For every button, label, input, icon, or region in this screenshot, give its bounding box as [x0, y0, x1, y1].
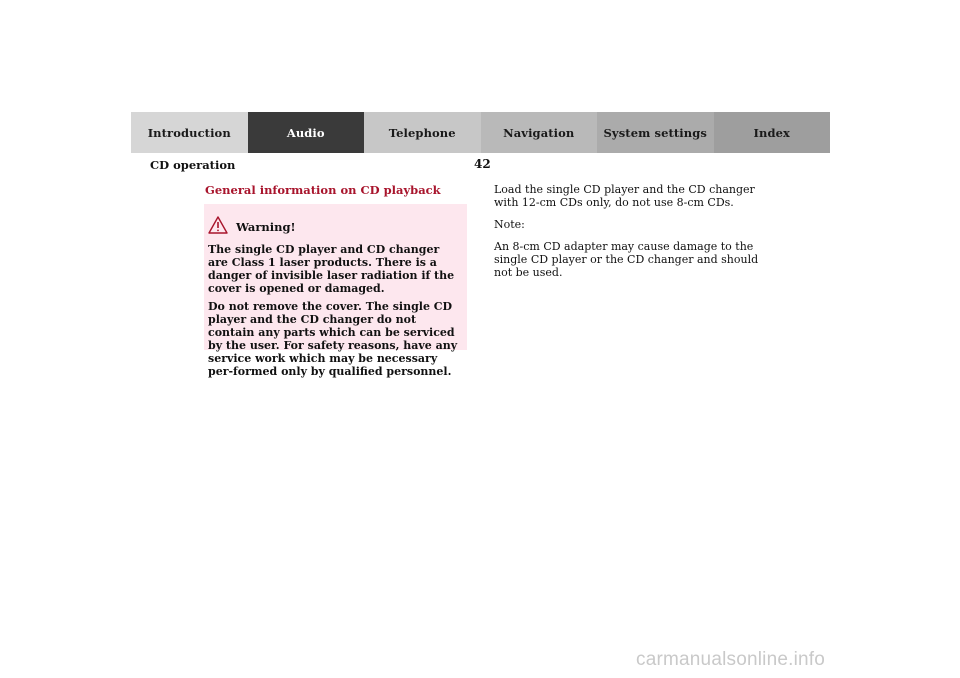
- warning-box: [204, 204, 467, 378]
- tab-audio[interactable]: [248, 112, 365, 153]
- tab-label: Audio: [286, 125, 325, 140]
- tab-telephone[interactable]: [364, 112, 481, 153]
- chapter-tabs: [131, 112, 830, 153]
- tab-label: Index: [753, 125, 790, 140]
- tab-system-settings[interactable]: [597, 112, 714, 153]
- note-label: Note:: [494, 218, 525, 231]
- tab-label: System settings: [603, 125, 707, 140]
- tab-index[interactable]: [714, 112, 831, 153]
- warning-title: Warning!: [236, 220, 296, 234]
- tab-introduction[interactable]: [131, 112, 248, 153]
- warning-triangle-icon: [208, 216, 228, 234]
- warning-paragraph: The single CD player and CD changer are Class 1 laser products. There is a danger of invisible laser radiation if the cover is opened or damaged.: [208, 243, 455, 295]
- page-number: 42: [474, 157, 491, 171]
- section-heading: General information on CD playback: [205, 183, 441, 197]
- tab-navigation[interactable]: [481, 112, 598, 153]
- warning-header: [208, 216, 463, 234]
- tab-label: Telephone: [388, 125, 456, 140]
- warning-paragraph: Do not remove the cover. The single CD player and the CD changer do not contain any parts which can be serviced by the user. For safety reasons, have any service work which may be necessary per-formed only by qualified personnel.: [208, 300, 458, 378]
- tab-label: Navigation: [503, 125, 575, 140]
- body-paragraph: Load the single CD player and the CD changer with 12-cm CDs only, do not use 8-cm CDs.: [494, 183, 755, 209]
- site-watermark: carmanualsonline.info: [636, 649, 826, 670]
- tab-label: Introduction: [147, 125, 231, 140]
- right-column: [494, 183, 764, 288]
- section-title: CD operation: [150, 158, 236, 172]
- note-paragraph: An 8-cm CD adapter may cause damage to the single CD player or the CD changer and should not be used.: [494, 240, 759, 279]
